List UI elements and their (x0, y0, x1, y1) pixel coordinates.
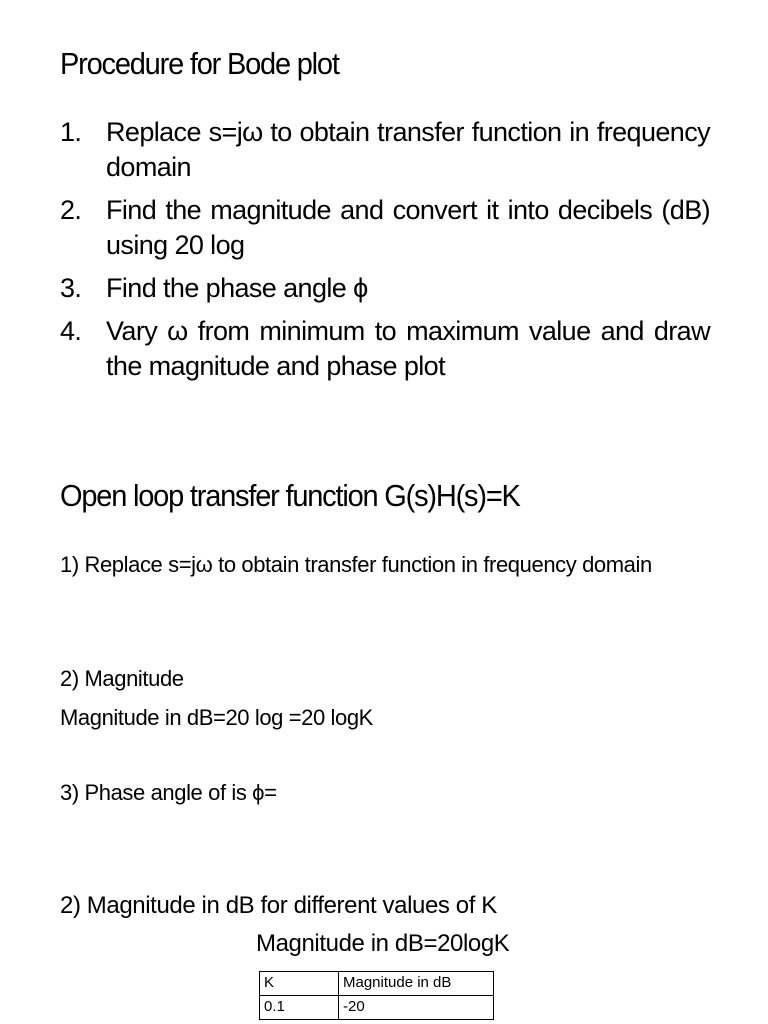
magnitude-formula-text: Magnitude in dB=20 log =20 logK (60, 705, 373, 730)
list-item-number: 1. (60, 117, 82, 147)
table-header-cell: K (260, 972, 339, 996)
table-cell: -20 (339, 996, 494, 1020)
list-item-text: Vary ω from minimum to maximum value and draw the magnitude and phase plot (106, 316, 710, 381)
procedure-list (60, 115, 710, 392)
list-item-text: Find the phase angle ϕ (106, 273, 368, 303)
page-title: Procedure for Bode plot (60, 48, 339, 82)
list-item-number: 3. (60, 273, 82, 303)
magnitude-values-heading: 2) Magnitude in dB for different values of K (60, 892, 497, 919)
table-cell: 0.1 (260, 996, 339, 1020)
list-item (60, 115, 710, 185)
table-header-row (260, 972, 494, 996)
list-item (60, 314, 710, 384)
list-item-text: Find the magnitude and convert it into decibels (dB) using 20 log (106, 195, 710, 260)
section-heading: Open loop transfer function G(s)H(s)=K (60, 480, 520, 514)
list-item-number: 2. (60, 195, 82, 225)
table-row (260, 996, 494, 1020)
step-magnitude-text: 2) Magnitude (60, 666, 184, 691)
list-item (60, 193, 710, 263)
list-item-number: 4. (60, 316, 82, 346)
phase-angle-text: 3) Phase angle of is ϕ= (60, 780, 277, 805)
list-item (60, 271, 710, 306)
list-item-text: Replace s=jω to obtain transfer function in frequency domain (106, 117, 710, 182)
table-header-cell: Magnitude in dB (339, 972, 494, 996)
magnitude-table (259, 971, 494, 1020)
step-replace-text: 1) Replace s=jω to obtain transfer function in frequency domain (60, 552, 652, 577)
table-caption: Magnitude in dB=20logK (256, 930, 510, 957)
